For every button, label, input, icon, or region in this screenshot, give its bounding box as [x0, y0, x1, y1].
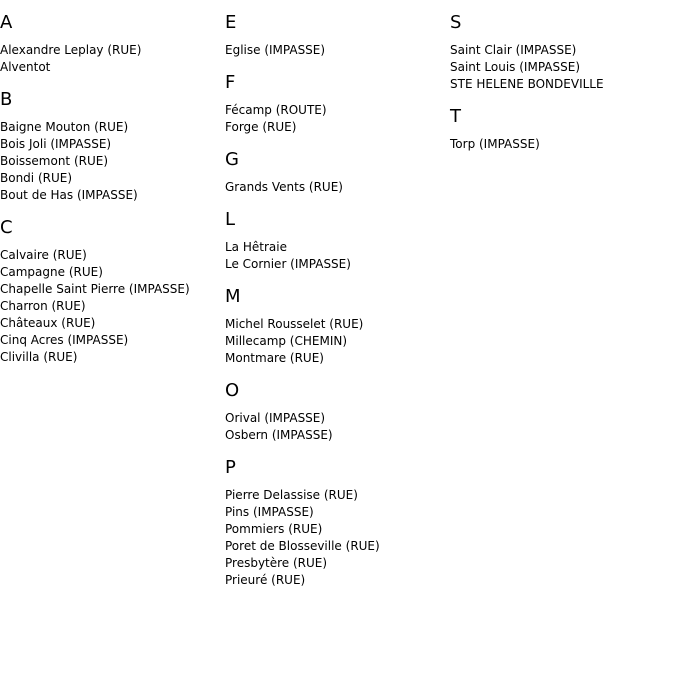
- street-link[interactable]: Pierre Delassise (RUE): [225, 488, 358, 502]
- street-link[interactable]: Montmare (RUE): [225, 351, 324, 365]
- letter-group: [225, 209, 445, 273]
- street-link[interactable]: Pommiers (RUE): [225, 522, 323, 536]
- street-link[interactable]: Grands Vents (RUE): [225, 180, 343, 194]
- street-link[interactable]: Millecamp (CHEMIN): [225, 334, 348, 348]
- street-link[interactable]: Poret de Blosseville (RUE): [225, 539, 380, 553]
- street-link[interactable]: Forge (RUE): [225, 120, 297, 134]
- street-link[interactable]: Torp (IMPASSE): [450, 137, 540, 151]
- letter-heading: P: [225, 457, 236, 478]
- street-list: [225, 179, 445, 196]
- letter-group: [225, 380, 445, 444]
- letter-group: [0, 89, 220, 204]
- letter-heading: E: [225, 12, 237, 33]
- letter-heading: L: [225, 209, 236, 230]
- street-link[interactable]: La Hêtraie: [225, 240, 287, 254]
- street-link[interactable]: Baigne Mouton (RUE): [0, 120, 129, 134]
- street-link[interactable]: Eglise (IMPASSE): [225, 43, 326, 57]
- street-list: [450, 136, 670, 153]
- street-link[interactable]: Prieuré (RUE): [225, 573, 306, 587]
- street-link[interactable]: Charron (RUE): [0, 299, 86, 313]
- letter-heading: T: [450, 106, 461, 127]
- letter-group: [225, 286, 445, 367]
- street-link[interactable]: Presbytère (RUE): [225, 556, 328, 570]
- letter-group: [450, 106, 670, 153]
- letter-heading: S: [450, 12, 462, 33]
- street-link[interactable]: Calvaire (RUE): [0, 248, 87, 262]
- street-list: [225, 42, 445, 59]
- street-list: [0, 119, 220, 204]
- street-list: [225, 239, 445, 273]
- street-list: [0, 42, 220, 76]
- street-link[interactable]: Cinq Acres (IMPASSE): [0, 333, 129, 347]
- letter-group: [225, 72, 445, 136]
- street-link[interactable]: Campagne (RUE): [0, 265, 103, 279]
- street-link[interactable]: Orival (IMPASSE): [225, 411, 326, 425]
- street-link[interactable]: STE HELENE BONDEVILLE: [450, 77, 604, 91]
- street-link[interactable]: Michel Rousselet (RUE): [225, 317, 364, 331]
- street-link[interactable]: Clivilla (RUE): [0, 350, 78, 364]
- letter-heading: M: [225, 286, 241, 307]
- street-link[interactable]: Saint Louis (IMPASSE): [450, 60, 581, 74]
- street-link[interactable]: Fécamp (ROUTE): [225, 103, 327, 117]
- street-link[interactable]: Pins (IMPASSE): [225, 505, 314, 519]
- letter-heading: B: [0, 89, 13, 110]
- street-link[interactable]: Alexandre Leplay (RUE): [0, 43, 142, 57]
- letter-group: [0, 12, 220, 76]
- letter-heading: G: [225, 149, 239, 170]
- street-link[interactable]: Bout de Has (IMPASSE): [0, 188, 138, 202]
- letter-heading: C: [0, 217, 13, 238]
- letter-group: [0, 217, 220, 366]
- street-link[interactable]: Chapelle Saint Pierre (IMPASSE): [0, 282, 190, 296]
- street-link[interactable]: Osbern (IMPASSE): [225, 428, 333, 442]
- street-link[interactable]: Bois Joli (IMPASSE): [0, 137, 112, 151]
- street-list: [225, 487, 445, 589]
- letter-heading: A: [0, 12, 13, 33]
- street-link[interactable]: Châteaux (RUE): [0, 316, 96, 330]
- letter-group: [225, 12, 445, 59]
- letter-group: [225, 457, 445, 589]
- street-list: [225, 410, 445, 444]
- street-list: [0, 247, 220, 366]
- street-list: [450, 42, 670, 93]
- index-column: [0, 12, 220, 379]
- street-link[interactable]: Boissemont (RUE): [0, 154, 109, 168]
- index-column: [450, 12, 670, 166]
- street-list: [225, 102, 445, 136]
- letter-heading: F: [225, 72, 236, 93]
- letter-heading: O: [225, 380, 240, 401]
- street-link[interactable]: Bondi (RUE): [0, 171, 73, 185]
- letter-group: [450, 12, 670, 93]
- street-link[interactable]: Le Cornier (IMPASSE): [225, 257, 351, 271]
- street-link[interactable]: Saint Clair (IMPASSE): [450, 43, 577, 57]
- index-column: [225, 12, 445, 602]
- letter-group: [225, 149, 445, 196]
- street-list: [225, 316, 445, 367]
- street-link[interactable]: Alventot: [0, 60, 51, 74]
